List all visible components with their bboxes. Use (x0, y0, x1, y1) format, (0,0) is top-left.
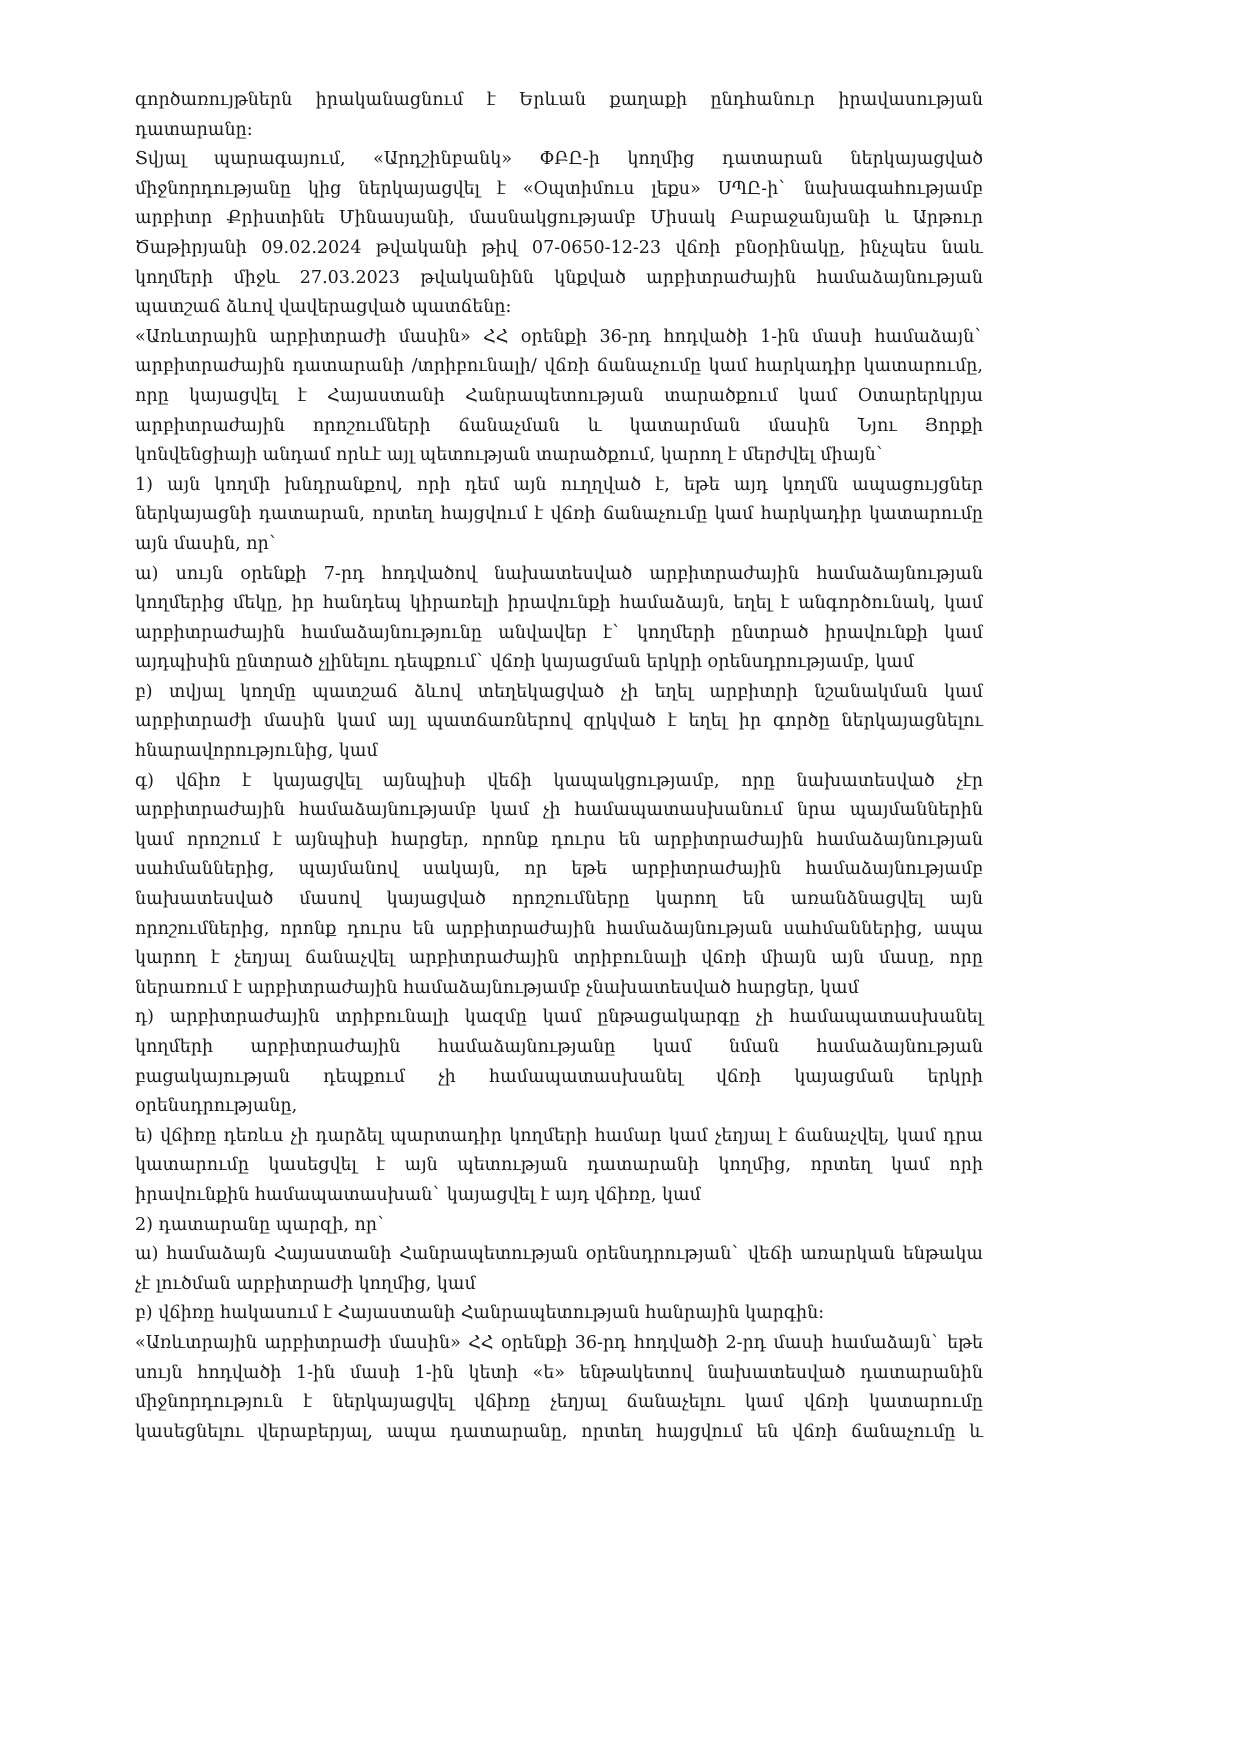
text-line: կողմերի արբիտրաժային համաձայնությանը կամ նման համաձայնության (135, 1037, 983, 1057)
text-line: բ) տվյալ կողմը պատշաճ ձևով տեղեկացված չի եղել արբիտրի նշանակման կամ (135, 681, 983, 702)
text-line: կասեցնելու վերաբերյալ, ապա դատարանը, որտեղ հայցվում են վճռի ճանաչումը և (135, 1421, 983, 1442)
text-line: արբիտրաժի մասին կամ այլ պատճառներով զրկված է եղել իր գործը ներկայացնելու (135, 711, 983, 732)
text-line: կոնվենցիայի անդամ որևէ այլ պետության տարածքում, կարող է մերժվել միայն` (135, 445, 885, 466)
text-line: միջնորդությանը կից ներկայացվել է «Օպտիմուս լեքս» ՍՊԸ-ի` նախագահությամբ (135, 178, 983, 199)
text-line: դ) արբիտրաժային տրիբունալի կազմը կամ ընթացակարգը չի համապատասխանել (135, 1007, 983, 1028)
list-item-1d (135, 1003, 983, 1121)
list-item-1c (135, 767, 983, 1004)
paragraph-article-36-part-1 (135, 323, 983, 471)
text-line: գ) վճիռ է կայացվել այնպիսի վեճի կապակցությամբ, որը նախատեսված չէր (135, 770, 983, 791)
text-line: նախատեսված մասով կայացված որոշումները կարող են առանձնացվել այն (135, 889, 983, 910)
text-line: չէ լուծման արբիտրաժի կողմից, կամ (135, 1273, 476, 1294)
text-line: սահմաններից, պայմանով սակայն, որ եթե արբիտրաժային համաձայնությամբ (135, 859, 983, 880)
text-line: որոշումներից, որոնք դուրս են արբիտրաժային համաձայնության սահմաններից, ապա (135, 918, 983, 939)
text-line: կարող է չեղյալ ճանաչվել արբիտրաժային տրիբունալի վճռի միայն այն մասը, որը (135, 948, 983, 969)
paragraph-court-jurisdiction (135, 86, 983, 145)
text-line: ե) վճիռը դեռևս չի դարձել պարտադիր կողմերի համար կամ չեղյալ է ճանաչվել, կամ դրա (135, 1125, 983, 1146)
text-line: ա) սույն օրենքի 7-րդ հոդվածով նախատեսված արբիտրաժային համաձայնության (135, 563, 983, 584)
text-line: կողմերից մեկը, իր հանդեպ կիրառելի իրավունքի համաձայն, եղել է անգործունակ, կամ (135, 593, 983, 614)
text-line: ներառում է արբիտրաժային համաձայնությամբ չնախատեսված հարցեր, կամ (135, 977, 859, 998)
text-line: կատարումը կասեցվել է այն պետության դատարանի կողմից, որտեղ կամ որի (135, 1155, 983, 1176)
text-line: արբիտրաժային որոշումների ճանաչման և կատարման մասին Նյու Յորքի (135, 415, 983, 436)
list-item-1e (135, 1122, 983, 1211)
text-line: արբիտրաժային համաձայնությամբ կամ չի համապատասխանում նրա պայմաններին (135, 800, 983, 821)
text-line: Ծաթիրյանի 09.02.2024 թվականի թիվ 07-0650-12-23 վճռի բնօրինակը, ինչպես նաև (135, 237, 983, 258)
text-line: կողմերի միջև 27.03.2023 թվականինն կնքված արբիտրաժային համաձայնության (135, 267, 983, 288)
text-line: Տվյալ պարագայում, «Արդշինբանկ» ՓԲԸ-ի կողմից դատարան ներկայացված (135, 149, 983, 170)
text-line: կամ որոշում է այնպիսի հարցեր, որոնք դուրս են արբիտրաժային համաձայնության (135, 829, 983, 850)
paragraph-article-36-part-2 (135, 1329, 983, 1447)
text-line: գործառույթներն իրականացնում է Երևան քաղաքի ընդհանուր իրավասության (135, 90, 983, 110)
text-line: օրենսդրությանը, (135, 1096, 298, 1117)
text-line: դատարանը: (135, 119, 253, 140)
text-line: «Առևտրային արբիտրաժի մասին» ՀՀ օրենքի 36-րդ հոդվածի 2-րդ մասի համաձայն` եթե (135, 1332, 983, 1353)
text-line: ա) համաձայն Հայաստանի Հանրապետության օրենսդրության` վեճի առարկան ենթակա (135, 1244, 983, 1265)
text-line: պատշաճ ձևով վավերացված պատճենը: (135, 297, 512, 318)
text-line: արբիտրաժային համաձայնությունը անվավեր է` կողմերի ընտրած իրավունքի կամ (135, 622, 983, 643)
text-line: իրավունքին համապատասխան` կայացվել է այդ վճիռը, կամ (135, 1184, 701, 1205)
text-line: այդպիսին ընտրած չլինելու դեպքում` վճռի կայացման երկրի օրենսդրությամբ, կամ (135, 652, 915, 673)
text-line: 2) դատարանը պարզի, որ` (135, 1214, 386, 1235)
list-item-2b (135, 1299, 983, 1329)
list-item-2a (135, 1240, 983, 1299)
text-line: հնարավորությունից, կամ (135, 741, 378, 762)
list-item-1b (135, 678, 983, 767)
list-item-1 (135, 471, 983, 560)
text-line: բ) վճիռը հակասում է Հայաստանի Հանրապետության հանրային կարգին: (135, 1303, 825, 1324)
text-line: այն մասին, որ` (135, 533, 278, 554)
list-item-2 (135, 1211, 983, 1241)
text-line: արբիտրաժային դատարանի /տրիբունալի/ վճռի ճանաչումը կամ հարկադիր կատարումը, (135, 356, 983, 377)
text-line: արբիտր Քրիստինե Մինասյանի, մասնակցությամբ Միսակ Բաբաջանյանի և Արթուր (135, 208, 983, 229)
text-line: որը կայացվել է Հայաստանի Հանրապետության տարածքում կամ Օտարերկրյա (135, 385, 983, 406)
text-line: սույն հոդվածի 1-ին մասի 1-ին կետի «ե» ենթակետով նախատեսված դատարանին (135, 1362, 983, 1383)
text-line: «Առևտրային արբիտրաժի մասին» ՀՀ օրենքի 36-րդ հոդվածի 1-ին մասի համաձայն` (135, 326, 983, 347)
text-line: բացակայության դեպքում չի համապատասխանել վճռի կայացման երկրի (135, 1066, 983, 1087)
text-line: 1) այն կողմի խնդրանքով, որի դեմ այն ուղղված է, եթե այդ կողմն ապացույցներ (135, 474, 983, 495)
document-page (135, 86, 983, 1447)
paragraph-motion-submitted (135, 145, 983, 323)
list-item-1a (135, 560, 983, 678)
text-line: միջնորդություն է ներկայացվել վճիռը չեղյալ ճանաչելու կամ վճռի կատարումը (135, 1392, 983, 1413)
text-line: ներկայացնի դատարան, որտեղ հայցվում է վճռի ճանաչումը կամ հարկադիր կատարումը (135, 504, 983, 525)
